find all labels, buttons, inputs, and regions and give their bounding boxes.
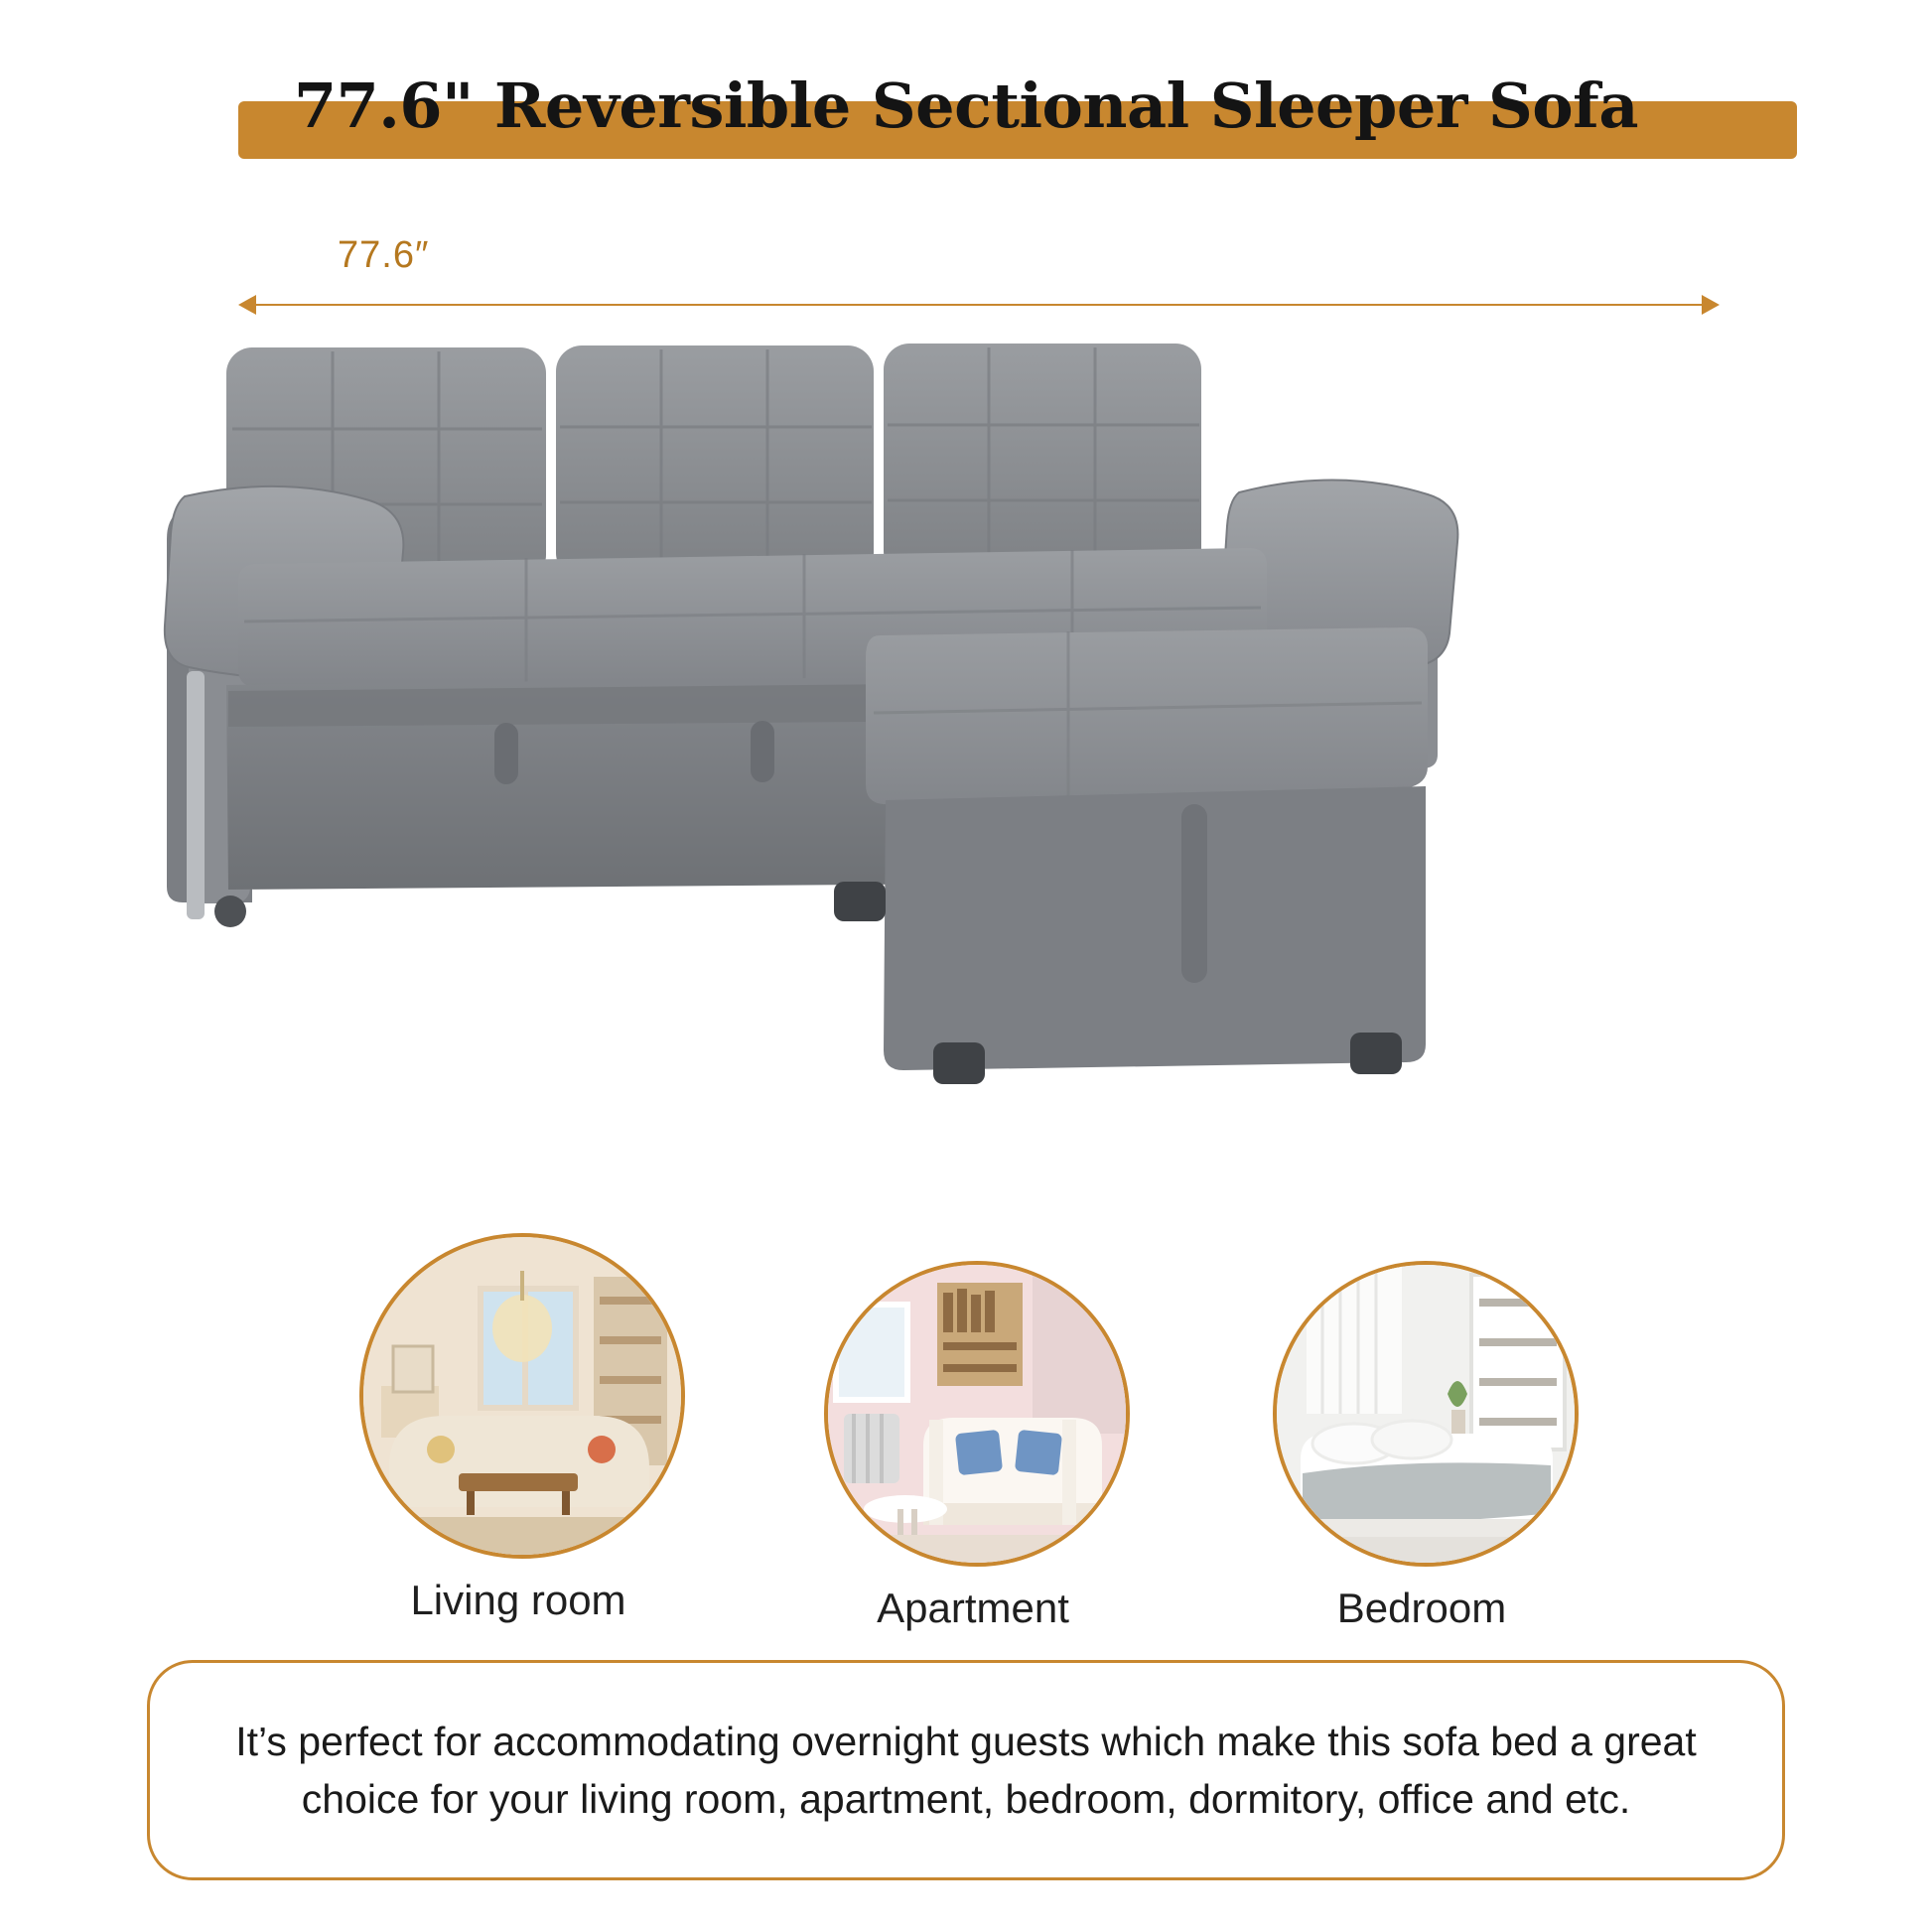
dimension-line-bar	[250, 304, 1708, 306]
living-room-photo	[359, 1233, 685, 1559]
use-case-caption: Apartment	[877, 1585, 1069, 1631]
sofa-leg	[1350, 1033, 1402, 1074]
use-case-gallery	[0, 1221, 1932, 1631]
description-callout	[147, 1660, 1785, 1880]
dimension-label: 77.6″	[338, 234, 430, 276]
use-case-caption: Living room	[410, 1577, 626, 1623]
apartment-photo	[824, 1261, 1130, 1567]
dimension-arrow-line	[238, 304, 1720, 306]
storage-handle	[1181, 804, 1207, 983]
product-image	[149, 338, 1817, 1231]
use-case-bedroom	[1263, 1261, 1581, 1632]
sofa-leg	[933, 1042, 985, 1084]
sofa-leg	[834, 882, 886, 921]
caster-wheel	[214, 896, 246, 927]
pullout-handle	[494, 723, 518, 784]
page-title-banner	[0, 60, 1932, 169]
use-case-living-room	[359, 1233, 677, 1624]
use-case-apartment	[814, 1261, 1132, 1632]
bedroom-photo	[1273, 1261, 1579, 1567]
arrow-right-icon	[1702, 295, 1720, 315]
description-text: It’s perfect for accommodating overnight guests which make this sofa bed a great choice for your living room, apartment, bedroom, dormitory, office and etc.	[235, 1718, 1697, 1822]
use-case-caption: Bedroom	[1336, 1585, 1507, 1631]
sofa-chaise	[866, 627, 1428, 1084]
page-title: 77.6" Reversible Sectional Sleeper Sofa	[293, 69, 1639, 142]
pullout-handle	[751, 721, 774, 782]
